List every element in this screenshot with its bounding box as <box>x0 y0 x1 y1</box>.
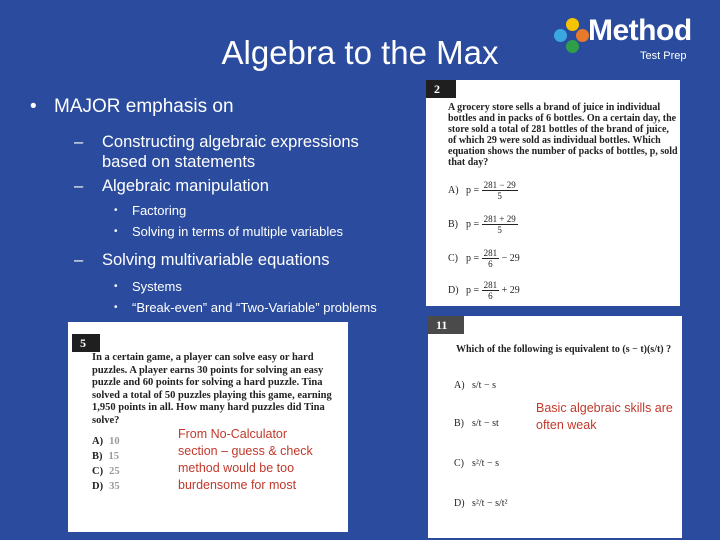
bullet-break-even: • “Break-even” and “Two-Variable” problems <box>114 300 377 315</box>
choice-b: B) p = $\frac{281 + 29}{5}$ <box>448 214 516 235</box>
choice-b: B) s/t − st <box>454 418 499 429</box>
question-number: 11 <box>428 316 464 334</box>
bullet-solving-terms: • Solving in terms of multiple variables <box>114 224 343 239</box>
option-b: B) 15 <box>92 451 119 462</box>
bullet-manipulation: – Algebraic manipulation <box>74 177 269 195</box>
choice-d: D) s²/t − s/t² <box>454 498 508 509</box>
choice-a: A) p = $\frac{281 - 29}{5}$ <box>448 180 516 201</box>
slide-title: Algebra to the Max <box>221 34 499 71</box>
choice-a: A) s/t − s <box>454 380 496 391</box>
logo-dots-icon <box>554 18 590 54</box>
question-number: 5 <box>72 334 100 352</box>
option-c: C) 25 <box>92 466 120 477</box>
logo-subtitle: Test Prep <box>640 50 687 62</box>
bullet-list <box>30 96 430 318</box>
bullet-systems: • Systems <box>114 279 182 294</box>
bullet-factoring: • Factoring <box>114 203 187 218</box>
question-text: In a certain game, a player can solve easy or hard puzzles. A player earns 30 points for solving an easy puzzle and 60 points for solving a hard puzzle. Tina solved a total of 50 puzzles playing this game, earning 1,950 points in all. How many hard puzzles did Tina solve? <box>92 352 332 426</box>
question-number: 2 <box>426 80 456 98</box>
note-no-calculator: From No-Calculator section – guess & check method would be too burdensome for most <box>178 426 318 494</box>
option-d: D) 35 <box>92 481 120 492</box>
method-logo <box>554 14 694 66</box>
question-stem: Which of the following is equivalent to (s − t)(s/t) ? <box>456 344 672 355</box>
bullet-constructing: – Constructing algebraic expressions based on statements <box>74 133 359 171</box>
bullet-main: • MAJOR emphasis on <box>30 96 234 117</box>
question-panel-2 <box>426 80 680 306</box>
note-algebraic-skills: Basic algebraic skills are often weak <box>536 400 676 434</box>
logo-word: Method <box>588 14 692 47</box>
choice-c: C) s²/t − s <box>454 458 499 469</box>
option-a: A) 10 <box>92 436 120 447</box>
choice-d: D) p = $\frac{281}{6}$ + 29 <box>448 280 520 301</box>
bullet-multivariable: – Solving multivariable equations <box>74 251 330 269</box>
question-text: A grocery store sells a brand of juice in individual bottles and in packs of 6 bottles. On a certain day, the store sold a total of 281 bottles of the brand of juice, of which 29 were sold as individual bottles. Which equation shows the number of packs of bottles, p, sold that day? <box>448 102 678 168</box>
answer-options <box>92 436 120 496</box>
choice-c: C) p = $\frac{281}{6}$ − 29 <box>448 248 520 269</box>
